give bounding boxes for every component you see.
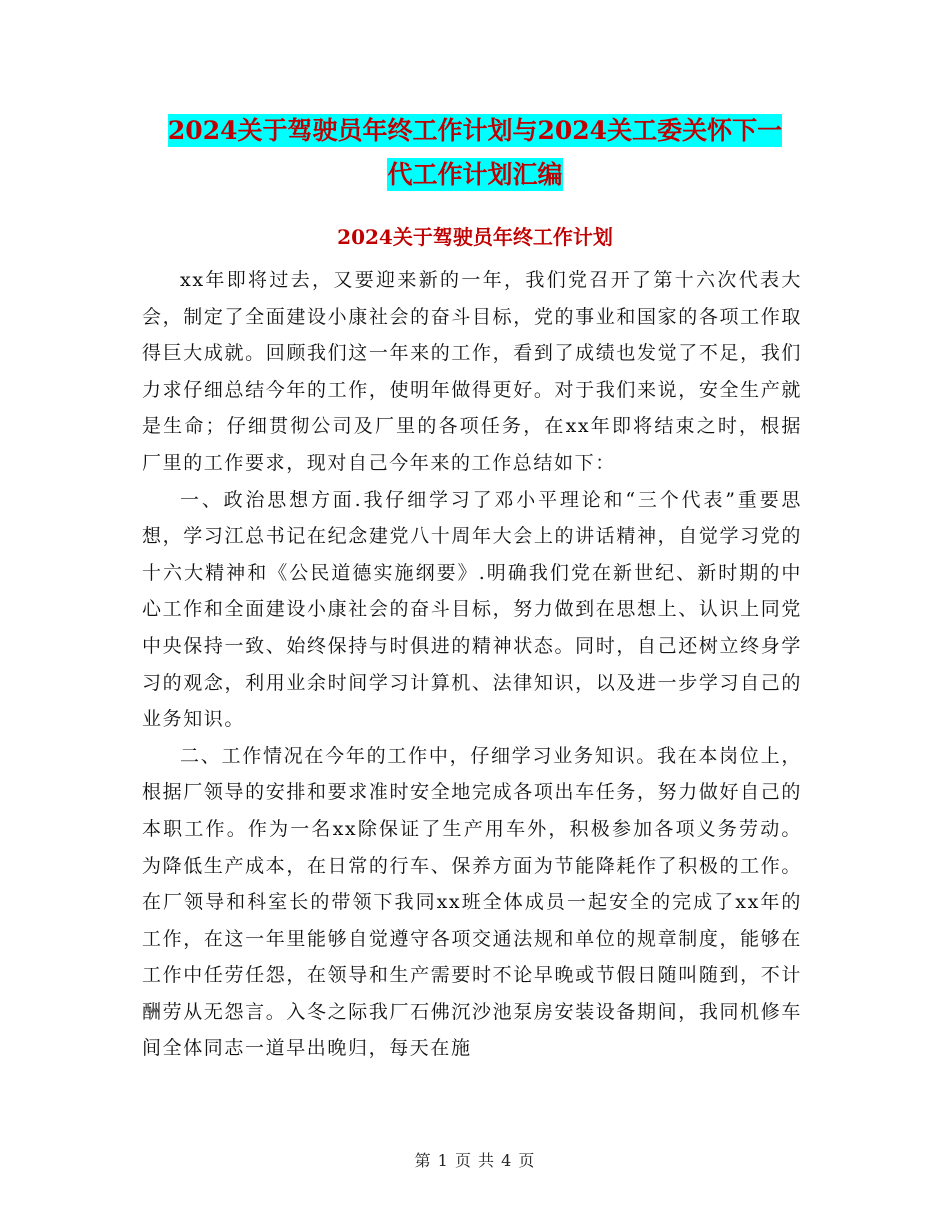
document-title-line-1: 2024关于驾驶员年终工作计划与2024关工委关怀下一 xyxy=(167,116,783,145)
document-body xyxy=(142,262,802,1067)
section-title: 2024关于驾驶员年终工作计划 xyxy=(337,225,613,249)
paragraph-work: 二、工作情况在今年的工作中，仔细学习业务知识。我在本岗位上，根据厂领导的安排和要求准时安全地完成各项出车任务，努力做好自己的本职工作。作为一名xx除保证了生产用车外，积极参加各项义务劳动。为降低生产成本，在日常的行车、保养方面为节能降耗作了积极的工作。在厂领导和科室长的带领下我同xx班全体成员一起安全的完成了xx年的工作，在这一年里能够自觉遵守各项交通法规和单位的规章制度，能够在工作中任劳任怨，在领导和生产需要时不论早晚或节假日随叫随到，不计酬劳从无怨言。入冬之际我厂石佛沉沙池泵房安装设备期间，我同机修车间全体同志一道早出晚归，每天在施 xyxy=(142,744,802,1060)
document-title-line-2: 代工作计划汇编 xyxy=(387,160,563,189)
page-footer: 第 1 页 共 4 页 xyxy=(414,1151,536,1170)
paragraph-political: 一、政治思想方面.我仔细学习了邓小平理论和“三个代表”重要思想，学习江总书记在纪念建党八十周年大会上的讲话精神，自觉学习党的十六大精神和《公民道德实施纲要》.明确我们党在新世纪、新时期的中心工作和全面建设小康社会的奋斗目标，努力做到在思想上、认识上同党中央保持一致、始终保持与时俱进的精神状态。同时，自己还树立终身学习的观念，利用业余时间学习计算机、法律知识，以及进一步学习自己的业务知识。 xyxy=(142,488,802,731)
paragraph-intro: xx年即将过去，又要迎来新的一年，我们党召开了第十六次代表大会，制定了全面建设小康社会的奋斗目标，党的事业和国家的各项工作取得巨大成就。回顾我们这一年来的工作，看到了成绩也发觉了不足，我们力求仔细总结今年的工作，使明年做得更好。对于我们来说，安全生产就是生命；仔细贯彻公司及厂里的各项任务，在xx年即将结束之时，根据厂里的工作要求，现对自己今年来的工作总结如下： xyxy=(142,269,802,474)
